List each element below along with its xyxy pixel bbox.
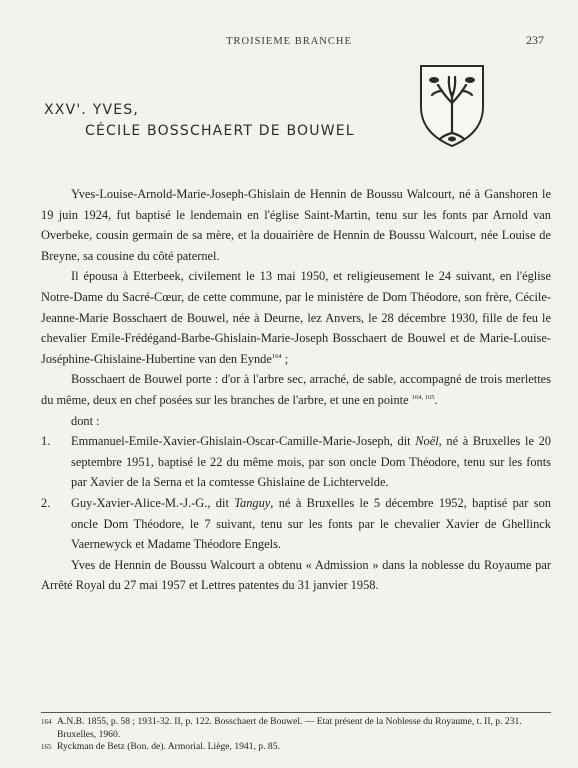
footnote-text: A.N.B. 1855, p. 58 ; 1931-32. II, p. 122. Bosschaert de Bouwel. — Etat présent de la Noblesse du Royaume, t. II, p. 231. Bruxelles, 1960. <box>57 716 522 740</box>
children-list <box>41 431 551 555</box>
footnote-refs: 164, 165 <box>411 393 435 401</box>
list-item <box>41 431 551 493</box>
section-heading <box>44 100 355 142</box>
heading-line-1: XXV'. YVES, <box>44 102 140 118</box>
marriage-end: ; <box>281 351 289 366</box>
paragraph-admission: Yves de Hennin de Boussu Walcourt a obtenu « Admission » dans la noblesse du Royaume par Arrêté Royal du 27 mai 1957 et Lettres patentes du 31 janvier 1958. <box>41 557 551 593</box>
paragraph-marriage <box>41 266 551 369</box>
arms-text: Bosschaert de Bouwel porte : d'or à l'arbre sec, arraché, de sable, accompagné de trois merlettes du même, deux en chef posées sur les branches de l'arbre, et une en pointe <box>41 372 551 407</box>
child-details: , né à Bruxelles le 5 décembre 1952, baptisé par son oncle Dom Théodore, le 7 suivant, tenu sur les fonts par le chevalier Xavier de Ghellinck Vaernewyck et Madame Théodore Engels. <box>71 495 551 552</box>
footnotes <box>41 712 551 754</box>
item-number: 2. <box>41 495 51 510</box>
paragraph-dont: dont : <box>71 413 100 428</box>
main-text <box>41 184 551 596</box>
footnote-ref: 164 <box>271 352 282 360</box>
arms-end: . <box>434 392 438 407</box>
child-nickname: Tanguy <box>234 495 271 510</box>
item-number: 1. <box>41 434 51 449</box>
child-details: , né à Bruxelles le 20 septembre 1951, baptisé le 22 du même mois, par son oncle Dom Théodore, tenu sur les fonts par Xavier de la Serna et la comtesse Ghislaine de Lichtervelde. <box>71 434 551 490</box>
marriage-text: Il épousa à Etterbeek, civilement le 13 mai 1950, et religieusement le 24 suivant, en l'église Notre-Dame du Sacré-Cœur, de cette commune, par le ministère de Dom Théodore, son frère, Cécile-Jeanne-Marie Bosschaert de Bouwel, née à Deurne, lez Anvers, le 28 décembre 1930, fille de feu le chevalier Emile-Frédégand-Barbe-Ghislain-Marie-Joseph Bosschaert de Bouwel et de Marie-Louise-Joséphine-Ghislaine-Hubertine van den Eynde <box>41 269 551 366</box>
running-head: TROISIEME BRANCHE <box>226 36 352 47</box>
page-number: 237 <box>526 33 544 47</box>
paragraph-arms <box>41 369 551 410</box>
child-nickname: Noël <box>415 434 439 449</box>
footnote <box>41 716 551 741</box>
footnote <box>41 741 551 754</box>
footnote-number: 164 <box>41 718 52 726</box>
paragraph-birth: Yves-Louise-Arnold-Marie-Joseph-Ghislain de Hennin de Boussu Walcourt, né à Ganshoren le 19 juin 1924, fut baptisé le lendemain en l'église Saint-Martin, tenu sur les fonts par Arnold van Overbeke, cousin germain de sa mère, et la douairière de Hennin de Boussu Walcourt, née Louise de Breyne, sa cousine du côté paternel. <box>41 187 551 263</box>
footnote-text: Ryckman de Betz (Bon. de). Armorial. Liège, 1941, p. 85. <box>57 741 280 752</box>
list-item <box>41 493 551 555</box>
footnote-number: 165 <box>41 743 52 751</box>
heading-line-2: CÉCILE BOSSCHAERT DE BOUWEL <box>85 123 355 139</box>
child-name: Emmanuel-Emile-Xavier-Ghislain-Oscar-Camille-Marie-Joseph, dit <box>71 434 416 449</box>
child-name: Guy-Xavier-Alice-M.-J.-G., dit <box>71 495 235 510</box>
shield-tree-icon <box>418 63 486 149</box>
